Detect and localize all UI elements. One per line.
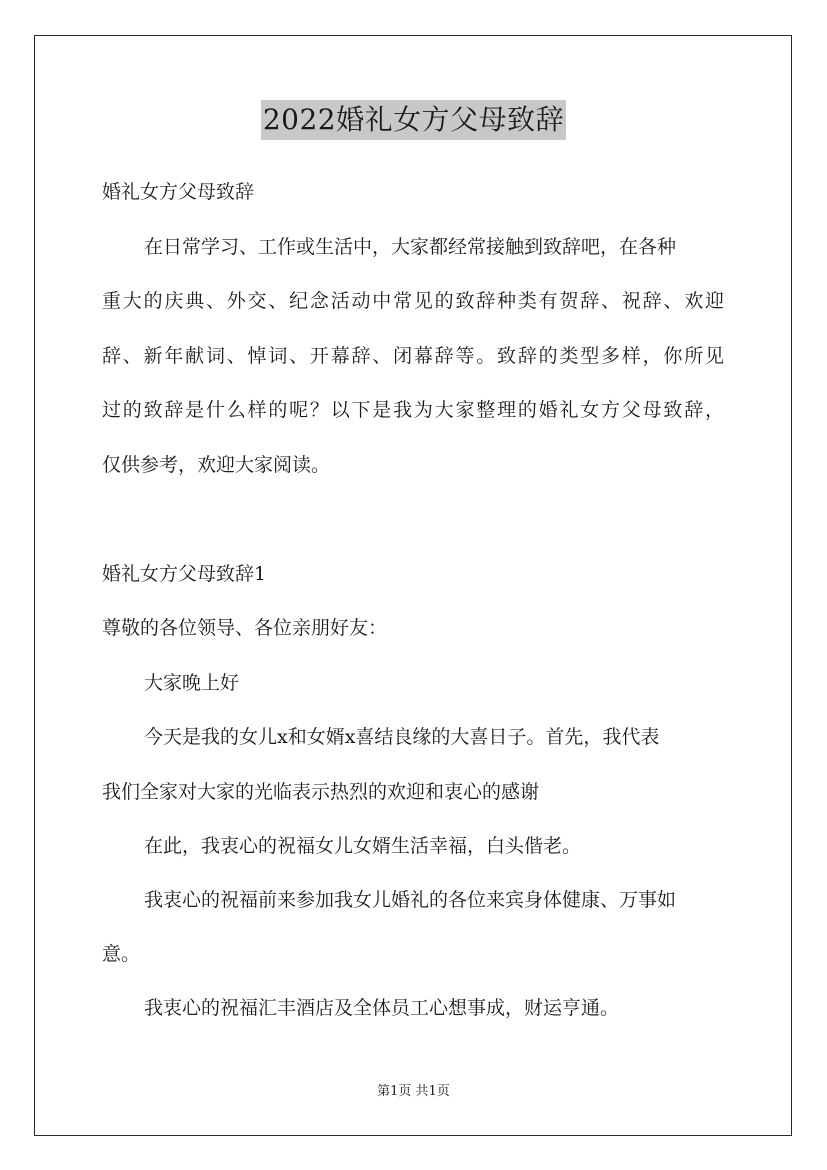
title-block: [0, 100, 827, 140]
intro-line-1: 在日常学习、工作或生活中，大家都经常接触到致辞吧，在各种: [144, 236, 677, 258]
salutation: 尊敬的各位领导、各位亲朋好友：: [102, 617, 388, 639]
greeting: 大家晚上好: [144, 672, 240, 694]
intro-line-2: 重大的庆典、外交、纪念活动中常见的致辞种类有贺辞、祝辞、欢迎: [102, 290, 724, 312]
document-title: 2022婚礼女方父母致辞: [261, 100, 566, 140]
para2: 在此，我衷心的祝福女儿女婿生活幸福，白头偕老。: [144, 835, 582, 857]
intro-line-3: 辞、新年献词、悼词、开幕辞、闭幕辞等。致辞的类型多样，你所见: [102, 345, 724, 367]
para4: 我衷心的祝福汇丰酒店及全体员工心想事成，财运亨通。: [144, 997, 620, 1019]
para3-line-2: 意。: [102, 943, 141, 965]
page-footer: 第1页 共1页: [377, 1084, 450, 1099]
para1-line-1: 今天是我的女儿x和女婿x喜结良缘的大喜日子。首先，我代表: [144, 726, 660, 748]
intro-heading: 婚礼女方父母致辞: [102, 181, 255, 203]
intro-line-5: 仅供参考，欢迎大家阅读。: [102, 454, 331, 476]
intro-line-4: 过的致辞是什么样的呢？以下是我为大家整理的婚礼女方父母致辞，: [102, 399, 724, 421]
para3-line-1: 我衷心的祝福前来参加我女儿婚礼的各位来宾身体健康、万事如: [144, 889, 677, 911]
para1-line-2: 我们全家对大家的光临表示热烈的欢迎和衷心的感谢: [102, 781, 540, 803]
section-heading: 婚礼女方父母致辞1: [102, 563, 267, 585]
